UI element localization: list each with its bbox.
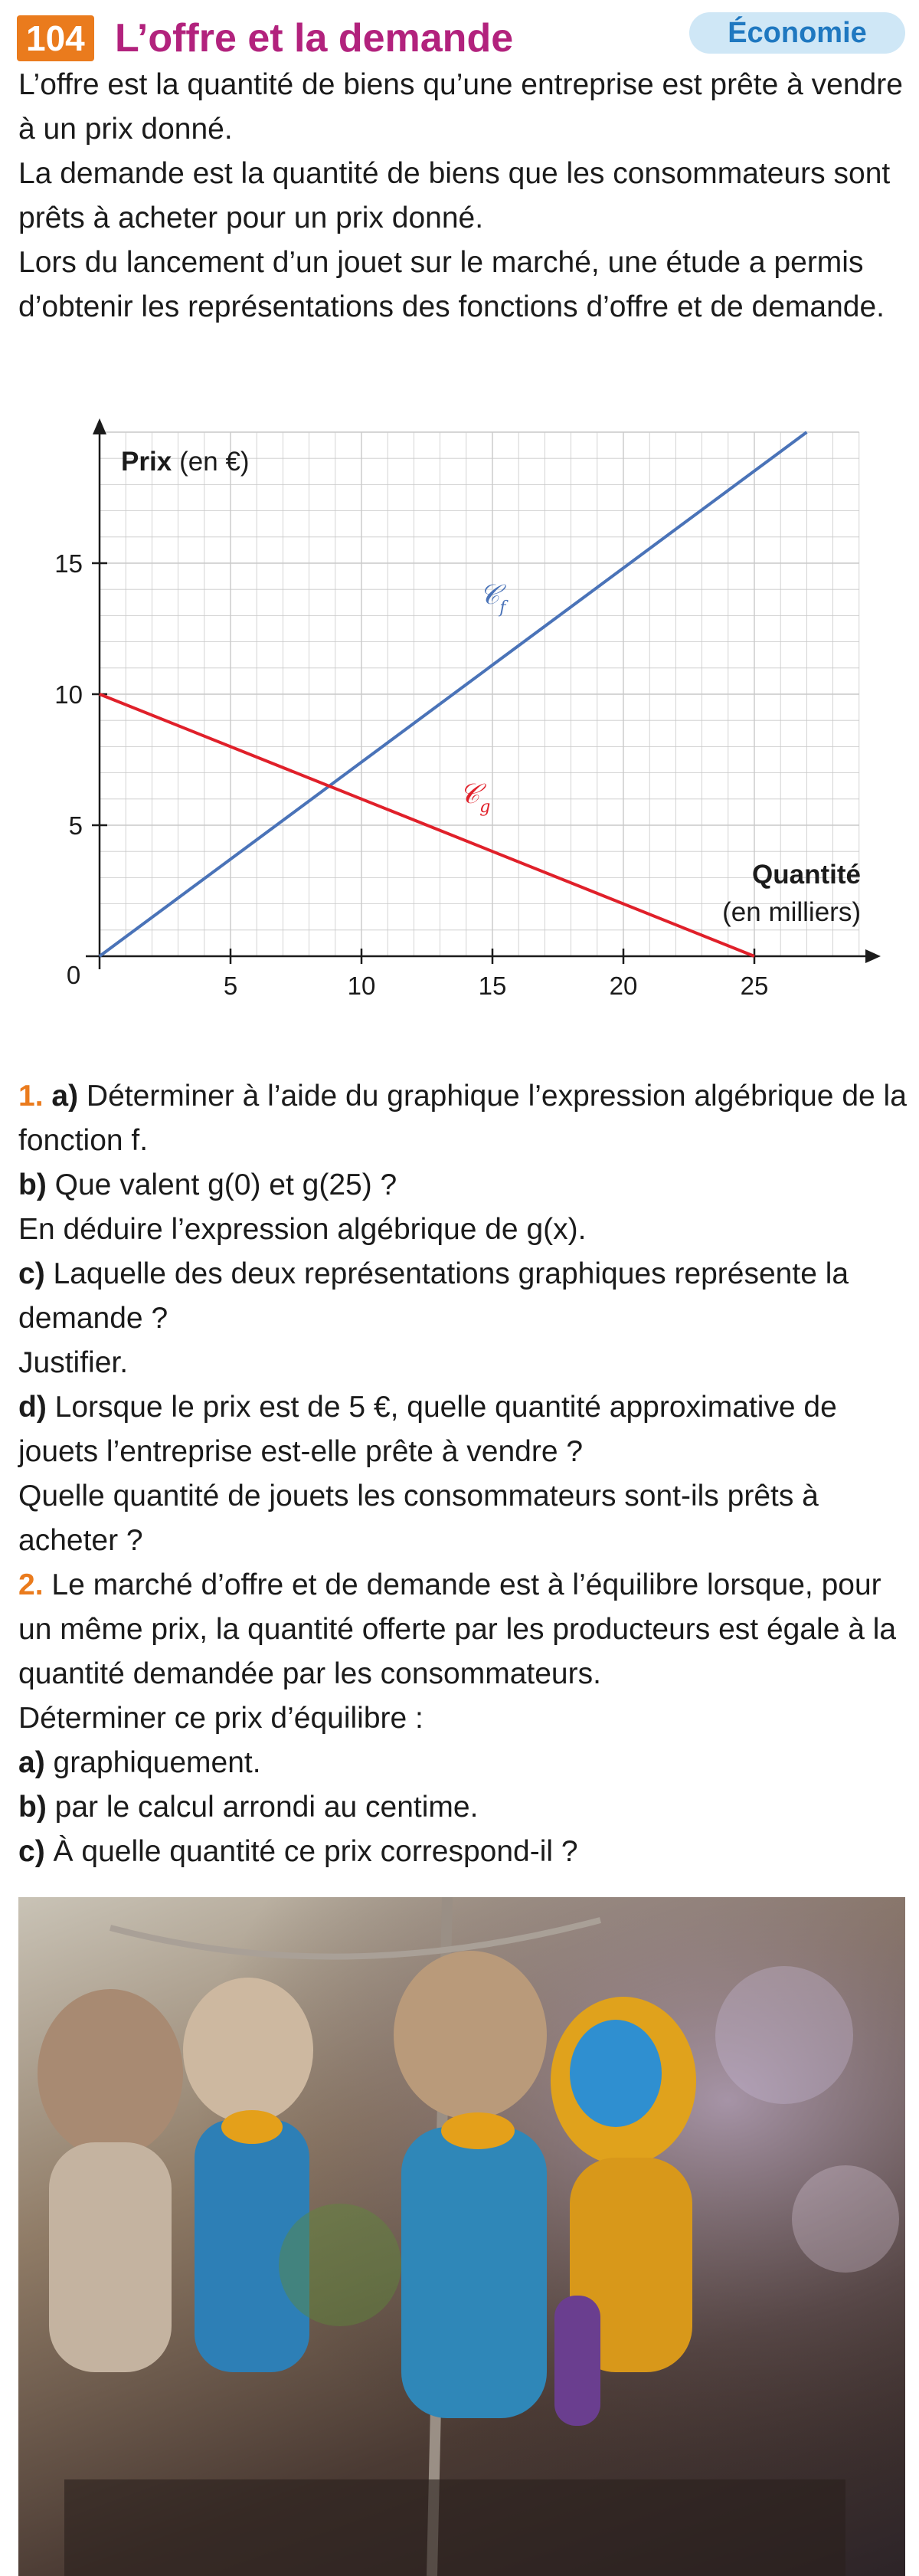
intro-paragraph: La demande est la quantité de biens que les consommateurs sont prêts à acheter pour un prix donné. — [18, 157, 891, 234]
question-2c — [18, 1830, 907, 1874]
intro-text — [18, 63, 907, 329]
x-tick-label: 20 — [609, 972, 638, 1000]
question-2b-text: par le calcul arrondi au centime. — [54, 1791, 479, 1824]
crochet-toys-illustration — [18, 1897, 905, 2576]
question-2 — [18, 1563, 907, 1696]
question-1-number: 1. — [18, 1080, 44, 1113]
curve-label-g — [460, 778, 490, 817]
chart-svg — [0, 414, 919, 1027]
question-2a — [18, 1741, 907, 1785]
question-1d-text2: Quelle quantité de jouets les consommateurs sont-ils prêts à acheter ? — [18, 1480, 819, 1557]
question-2-number: 2. — [18, 1568, 44, 1601]
supply-demand-graph — [0, 414, 919, 1027]
question-1d-label: d) — [18, 1391, 47, 1424]
chart-grid — [100, 432, 859, 956]
question-1a-text: Déterminer à l’aide du graphique l’expression algébrique de la fonction f. — [18, 1080, 907, 1157]
x-axis-label-line2: (en milliers) — [722, 897, 861, 927]
question-2-text2: Déterminer ce prix d’équilibre : — [18, 1702, 424, 1735]
exercise-title: L’offre et la demande — [115, 16, 514, 61]
exercise-header — [17, 12, 905, 63]
question-2b — [18, 1785, 907, 1830]
x-tick-label: 10 — [347, 972, 376, 1000]
x-tick-label: 15 — [478, 972, 507, 1000]
question-1d-text: Lorsque le prix est de 5 €, quelle quantité approximative de jouets l’entreprise est-elle prête à vendre ? — [18, 1391, 837, 1468]
question-2a-text: graphiquement. — [53, 1746, 261, 1779]
chart-ticks — [54, 549, 768, 1000]
question-1a-label: a) — [51, 1080, 79, 1113]
y-axis-arrow — [93, 418, 106, 434]
origin-label: 0 — [66, 961, 81, 989]
crochet-toys-photo — [18, 1897, 905, 2576]
question-2b-label: b) — [18, 1791, 47, 1824]
question-1b-label: b) — [18, 1168, 47, 1201]
y-tick-label: 15 — [54, 549, 83, 578]
question-2a-label: a) — [18, 1746, 45, 1779]
question-1c-text2: Justifier. — [18, 1346, 129, 1379]
curve-label-g-sub: g — [479, 798, 491, 817]
x-tick-label: 5 — [223, 972, 238, 1000]
intro-paragraph: Lors du lancement d’un jouet sur le marché, une étude a permis d’obtenir les représentations des fonctions d’offre et de demande. — [18, 246, 885, 323]
y-axis-label-rest: (en €) — [179, 447, 250, 477]
y-tick-label: 10 — [54, 680, 83, 709]
x-axis-arrow — [865, 949, 881, 963]
y-tick-label: 5 — [68, 811, 83, 840]
question-2c-text: À quelle quantité ce prix correspond-il ? — [53, 1835, 578, 1868]
curve-label-f-main: 𝒞 — [479, 579, 500, 611]
curve-label-f — [479, 579, 509, 618]
y-axis-label-bold: Prix — [121, 447, 172, 477]
question-1b-text: Que valent g(0) et g(25) ? — [54, 1168, 397, 1201]
question-1d — [18, 1385, 907, 1474]
question-1c-label: c) — [18, 1257, 45, 1290]
question-1c — [18, 1252, 907, 1341]
question-1b-text2: En déduire l’expression algébrique de g(x). — [18, 1213, 587, 1246]
y-axis-label — [121, 447, 250, 477]
question-1a — [18, 1074, 907, 1163]
question-2c-label: c) — [18, 1835, 45, 1868]
question-2-text: Le marché d’offre et de demande est à l’équilibre lorsque, pour un même prix, la quantité offerte par les producteurs est égale à la quantité demandée par les consommateurs. — [18, 1568, 897, 1690]
subject-badge: Économie — [689, 12, 905, 54]
exercise-number: 104 — [17, 15, 94, 61]
curve-label-g-main: 𝒞 — [460, 778, 480, 810]
x-tick-label: 25 — [740, 972, 769, 1000]
x-axis-label-line1: Quantité — [752, 860, 861, 890]
curve-label-f-sub: f — [499, 598, 506, 618]
intro-paragraph: L’offre est la quantité de biens qu’une entreprise est prête à vendre à un prix donné. — [18, 68, 903, 146]
questions — [18, 1074, 907, 1874]
question-1b — [18, 1163, 907, 1208]
question-1c-text: Laquelle des deux représentations graphiques représente la demande ? — [18, 1257, 849, 1335]
